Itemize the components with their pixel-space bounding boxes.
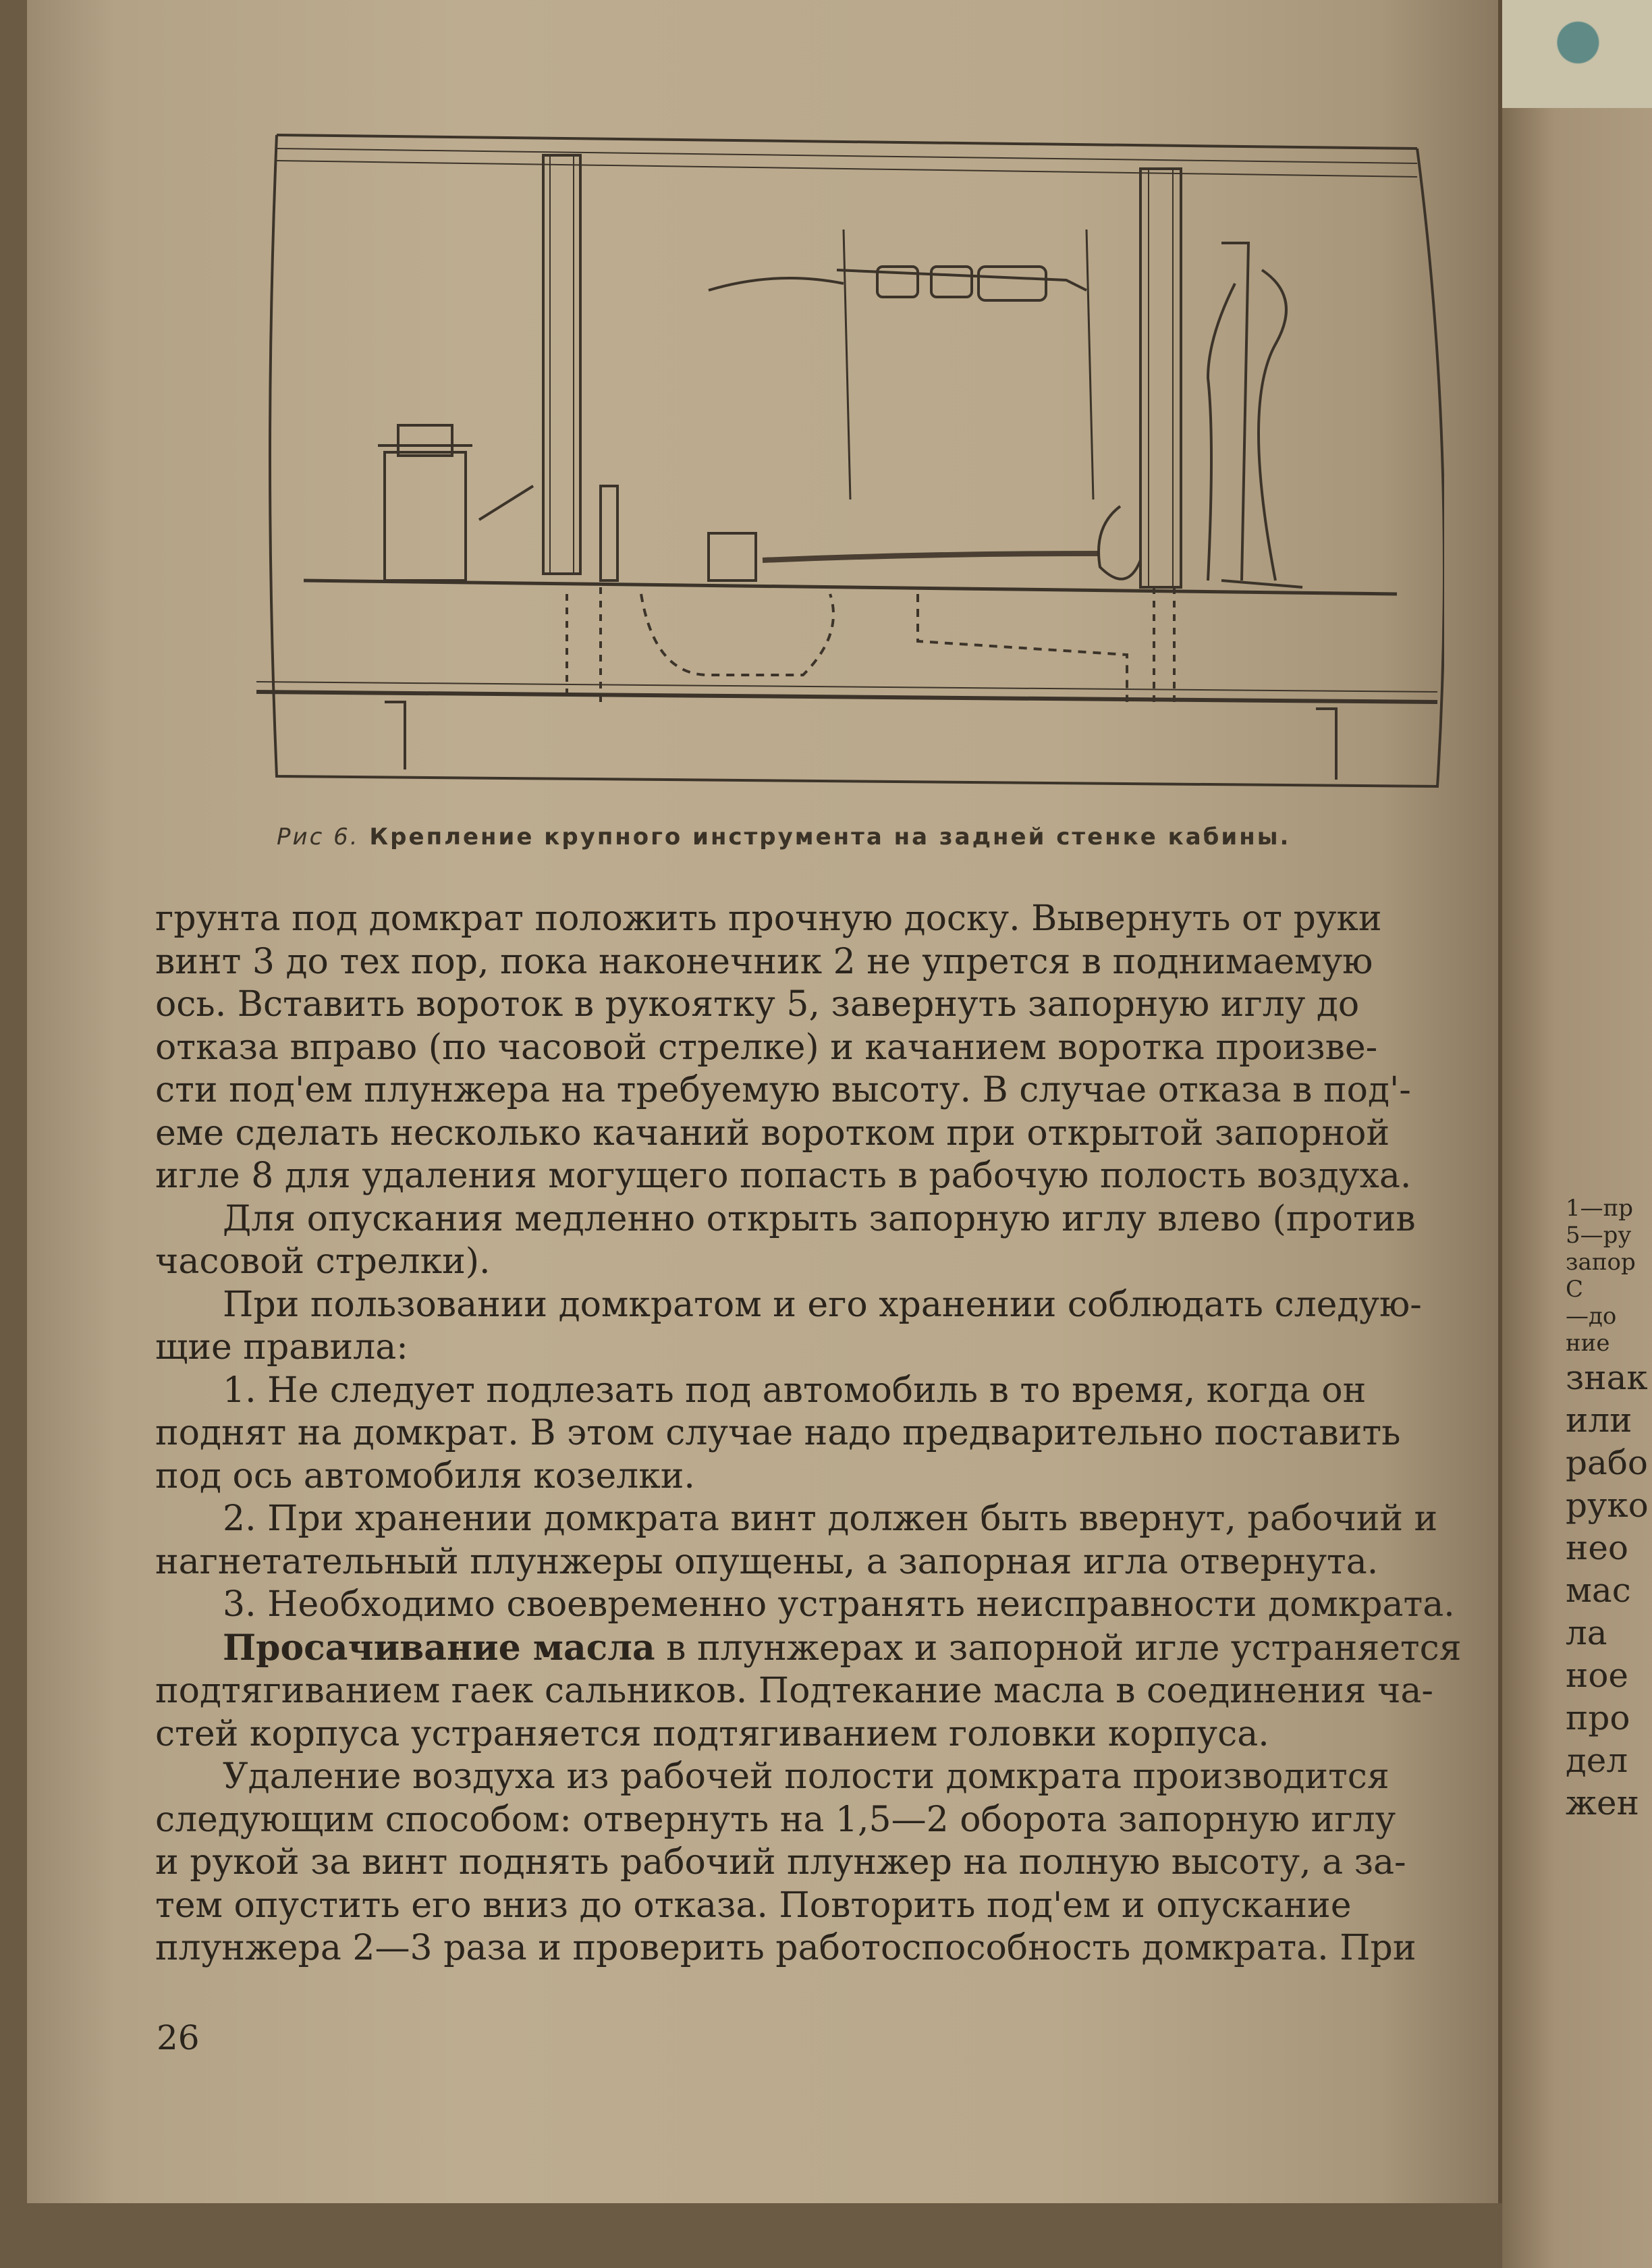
right-frag-small: ние <box>1566 1330 1610 1357</box>
right-frag-small: запор <box>1566 1249 1636 1276</box>
caption-text: Крепление крупного инструмента на задней стенке кабины. <box>369 824 1291 850</box>
text-line: и рукой за винт поднять рабочий плунжер на полную высоту, а за- <box>155 1842 1406 1883</box>
caption-prefix: Рис 6. <box>277 824 360 850</box>
text-line: тем опустить его вниз до отказа. Повторить под'ем и опускание <box>155 1885 1352 1926</box>
text-line: подтягиванием гаек сальников. Подтекание масла в соединения ча- <box>155 1671 1433 1711</box>
text-line: нагнетательный плунжеры опущены, а запорная игла отвернута. <box>155 1541 1379 1582</box>
text-run: в плунжерах и запорной игле устраняется <box>655 1627 1462 1669</box>
text-line: следующим способом: отвернуть на 1,5—2 оборота запорную иглу <box>155 1799 1396 1840</box>
right-frag-big: нео <box>1566 1528 1629 1567</box>
right-frag-big: руко <box>1566 1486 1649 1525</box>
right-frag-big: про <box>1566 1698 1630 1737</box>
right-frag-big: рабо <box>1566 1443 1649 1482</box>
figure-caption <box>277 824 1424 850</box>
text-line: щие правила: <box>155 1327 408 1368</box>
body-text <box>155 898 1505 1970</box>
text-line: Для опускания медленно открыть запорную иглу влево (против <box>223 1198 1416 1239</box>
text-line: игле 8 для удаления могущего попасть в рабочую полость воздуха. <box>155 1156 1412 1196</box>
right-frag-big: жен <box>1566 1783 1639 1823</box>
text-line: винт 3 до тех пор, пока наконечник 2 не упрется в поднимаемую <box>155 941 1373 982</box>
right-frag-small: —до <box>1566 1303 1617 1330</box>
text-line: При пользовании домкратом и его хранении соблюдать следую- <box>223 1284 1422 1325</box>
text-line: еме сделать несколько качаний воротком при открытой запорной <box>155 1112 1390 1154</box>
text-line: 1. Не следует подлезать под автомобиль в то время, когда он <box>223 1370 1367 1411</box>
right-frag-big: мас <box>1566 1571 1631 1610</box>
text-line: отказа вправо (по часовой стрелке) и качанием воротка произве- <box>155 1027 1378 1068</box>
text-line: поднят на домкрат. В этом случае надо предварительно поставить <box>155 1413 1401 1453</box>
right-frag-big: или <box>1566 1401 1632 1440</box>
text-line: сти под'ем плунжера на требуемую высоту. В случае отказа в под'- <box>155 1070 1411 1110</box>
text-line: 2. При хранении домкрата винт должен быть ввернут, рабочий и <box>223 1498 1438 1539</box>
right-frag-small: С <box>1566 1276 1584 1303</box>
right-frag-big: ла <box>1566 1613 1607 1652</box>
text-line: под ось автомобиля козелки. <box>155 1455 695 1496</box>
text-line: часовой стрелки). <box>155 1241 491 1282</box>
right-frag-small: 1—пр <box>1566 1195 1634 1222</box>
right-page-fragments <box>1566 1195 1652 1825</box>
text-line: плунжера 2—3 раза и проверить работоспособность домкрата. При <box>155 1928 1416 1968</box>
text-line: ось. Вставить вороток в рукоятку 5, завернуть запорную иглу до <box>155 984 1360 1025</box>
text-line: грунта под домкрат положить прочную доску. Вывернуть от руки <box>155 898 1382 939</box>
text-line: Удаление воздуха из рабочей полости домкрата производится <box>223 1756 1389 1797</box>
page-number: 26 <box>157 2018 200 2057</box>
right-frag-big: ное <box>1566 1656 1629 1695</box>
text-line: стей корпуса устраняется подтягиванием головки корпуса. <box>155 1713 1269 1754</box>
text-line: 3. Необходимо своевременно устранять неисправности домкрата. <box>223 1584 1455 1625</box>
bold-term: Просачивание масла <box>223 1627 655 1669</box>
right-frag-big: дел <box>1566 1741 1628 1780</box>
right-frag-big: знак <box>1566 1358 1648 1397</box>
right-frag-small: 5—ру <box>1566 1222 1632 1249</box>
text-line <box>155 1627 1505 1671</box>
right-page <box>1502 108 1652 2268</box>
figure-illustration <box>250 122 1444 803</box>
